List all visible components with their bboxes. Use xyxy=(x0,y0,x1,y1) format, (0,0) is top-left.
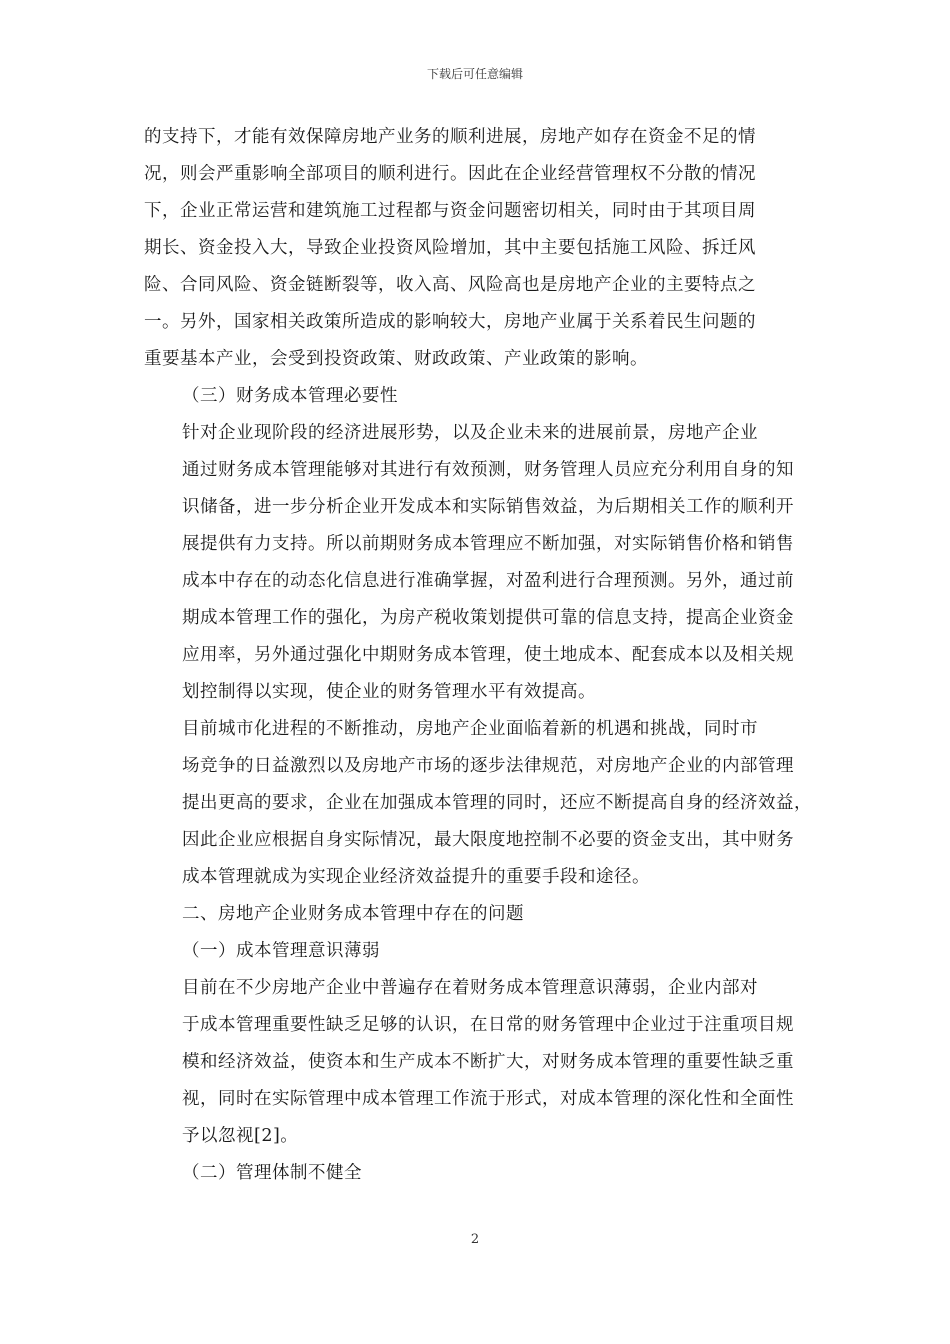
document-body xyxy=(144,119,812,1192)
text-line: （三）财务成本管理必要性 xyxy=(182,386,398,406)
text-line: 展提供有力支持。所以前期财务成本管理应不断加强，对实际销售价格和销售 xyxy=(182,534,794,554)
text-line: 险、合同风险、资金链断裂等，收入高、风险高也是房地产企业的主要特点之 xyxy=(144,275,756,295)
text-line: 提出更高的要求，企业在加强成本管理的同时，还应不断提高自身的经济效益， xyxy=(182,793,812,813)
text-line: 成本管理就成为实现企业经济效益提升的重要手段和途径。 xyxy=(182,867,650,887)
text-line: 划控制得以实现，使企业的财务管理水平有效提高。 xyxy=(182,682,596,702)
text-line: 场竞争的日益激烈以及房地产市场的逐步法律规范，对房地产企业的内部管理 xyxy=(182,756,794,776)
paragraph xyxy=(144,711,812,896)
text-line: 通过财务成本管理能够对其进行有效预测，财务管理人员应充分利用自身的知 xyxy=(182,460,794,480)
text-line: （一）成本管理意识薄弱 xyxy=(182,941,380,961)
text-line: 目前在不少房地产企业中普遍存在着财务成本管理意识薄弱，企业内部对 xyxy=(182,978,758,998)
text-line: 于成本管理重要性缺乏足够的认识，在日常的财务管理中企业过于注重项目规 xyxy=(182,1015,794,1035)
paragraph xyxy=(144,378,808,415)
text-line: 期成本管理工作的强化，为房产税收策划提供可靠的信息支持，提高企业资金 xyxy=(182,608,794,628)
text-line: 应用率，另外通过强化中期财务成本管理，使土地成本、配套成本以及相关规 xyxy=(182,645,794,665)
text-line: 重要基本产业，会受到投资政策、财政政策、产业政策的影响。 xyxy=(144,349,648,369)
text-line: 针对企业现阶段的经济进展形势，以及企业未来的进展前景，房地产企业 xyxy=(182,423,758,443)
text-line: 一。另外，国家相关政策所造成的影响较大，房地产业属于关系着民生问题的 xyxy=(144,312,756,332)
text-line: 视，同时在实际管理中成本管理工作流于形式，对成本管理的深化性和全面性 xyxy=(182,1089,794,1109)
text-line: 成本中存在的动态化信息进行准确掌握，对盈利进行合理预测。另外，通过前 xyxy=(182,571,794,591)
text-line: （二）管理体制不健全 xyxy=(182,1163,362,1183)
text-line: 模和经济效益，使资本和生产成本不断扩大，对财务成本管理的重要性缺乏重 xyxy=(182,1052,794,1072)
paragraph xyxy=(144,119,808,378)
text-line: 因此企业应根据自身实际情况，最大限度地控制不必要的资金支出，其中财务 xyxy=(182,830,794,850)
paragraph xyxy=(144,896,808,933)
page-header: 下载后可任意编辑 xyxy=(426,67,523,81)
text-line: 识储备，进一步分析企业开发成本和实际销售效益，为后期相关工作的顺利开 xyxy=(182,497,794,517)
paragraph xyxy=(144,1155,808,1192)
text-line: 二、房地产企业财务成本管理中存在的问题 xyxy=(182,904,524,924)
paragraph xyxy=(144,933,808,970)
text-line: 期长、资金投入大，导致企业投资风险增加，其中主要包括施工风险、拆迁风 xyxy=(144,238,756,258)
text-line: 的支持下，才能有效保障房地产业务的顺利进展，房地产如存在资金不足的情 xyxy=(144,127,756,147)
page-number: 2 xyxy=(470,1232,480,1247)
text-line: 况，则会严重影响全部项目的顺利进行。因此在企业经营管理权不分散的情况 xyxy=(144,164,756,184)
text-line: 目前城市化进程的不断推动，房地产企业面临着新的机遇和挑战，同时市 xyxy=(182,719,758,739)
paragraph xyxy=(144,415,808,711)
text-line: 予以忽视[2]。 xyxy=(182,1126,299,1146)
paragraph xyxy=(144,970,808,1155)
text-line: 下，企业正常运营和建筑施工过程都与资金问题密切相关，同时由于其项目周 xyxy=(144,201,756,221)
